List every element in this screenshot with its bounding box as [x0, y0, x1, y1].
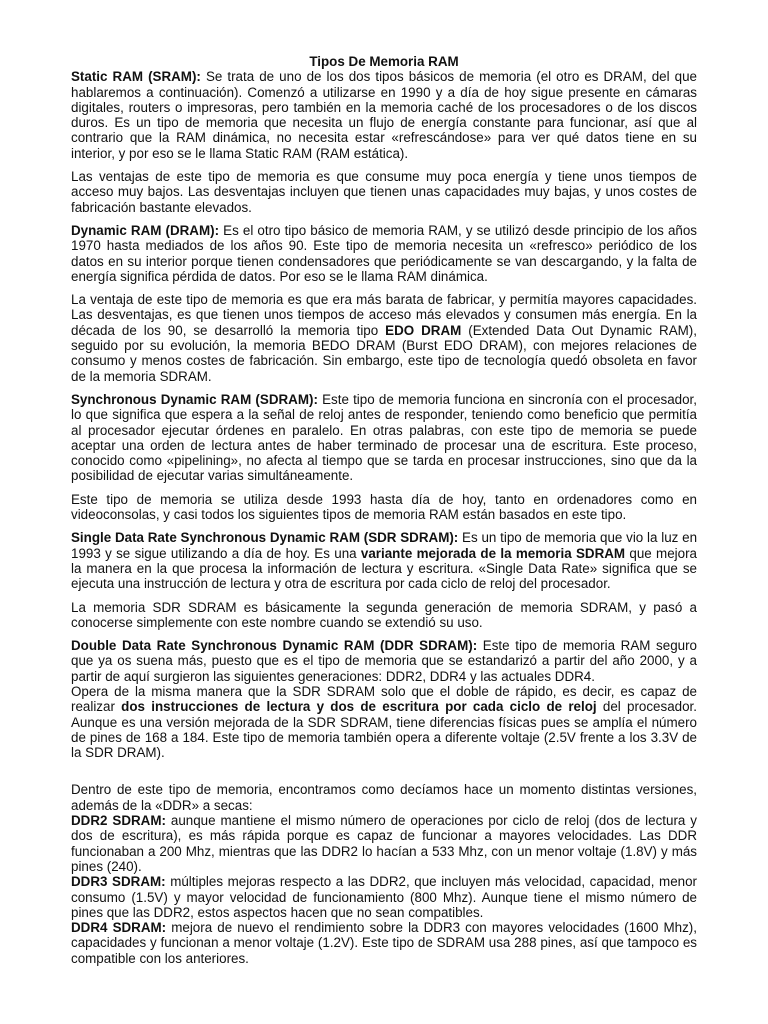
paragraph-ddr-versions [71, 782, 697, 813]
paragraph-sdr-generation [71, 600, 697, 631]
text-ddr3: múltiples mejoras respecto a las DDR2, que incluyen más velocidad, capacidad, menor consumo (1.5V) y mayor velocidad de funcionamiento (800 Mhz). Aunque tiene el mismo número de pines que las DDR2, estos aspectos hacen que no sean compatibles. [71, 874, 697, 920]
text-sram-pros-cons: Las ventajas de este tipo de memoria es que consume muy poca energía y tiene unos tiempos de acceso muy bajos. Las desventajas incluyen que tienen unas capacidades muy bajas, y unos costes de fabricación bastante elevados. [71, 169, 697, 215]
term-ddr-sdram: Double Data Rate Synchronous Dynamic RAM (DDR SDRAM): [71, 638, 478, 654]
term-dram: Dynamic RAM (DRAM): [71, 222, 220, 238]
text-ddr-sdram: Este tipo de memoria RAM seguro que ya os suena más, puesto que es el tipo de memoria que se estandarizó a partir del año 2000, y a partir de aquí surgieron las siguientes generaciones: DDR2, DDR4 y las actuales DDR4. [71, 638, 697, 684]
term-ddr4: DDR4 SDRAM: [71, 920, 167, 936]
term-sram: Static RAM (SRAM): [71, 69, 201, 85]
paragraph-sram [71, 69, 697, 161]
paragraph-sdram-usage [71, 492, 697, 523]
paragraph-ddr2 [71, 813, 697, 874]
text-sdram: Este tipo de memoria funciona en sincronía con el procesador, lo que significa que espera a la señal de reloj antes de responder, teniendo como beneficio que permitía al procesador ejecutar órdenes en paralelo. En otras palabras, con este tipo de memoria se puede aceptar una orden de lectura antes de haber terminado de procesar una de escritura. Este proceso, conocido como «pipelining», no afecta al tiempo que se tarda en procesar instrucciones, sino que da la posibilidad de ejecutar varias simultáneamente. [71, 391, 697, 484]
page-title: Tipos De Memoria RAM [309, 54, 459, 69]
text-sdr-generation: La memoria SDR SDRAM es básicamente la segunda generación de memoria SDRAM, y pasó a conocerse simplemente con este nombre cuando se extendió su uso. [71, 599, 697, 630]
text-ddr-versions: Dentro de este tipo de memoria, encontramos como decíamos hace un momento distintas versiones, además de la «DDR» a secas: [71, 782, 697, 813]
paragraph-ddr4 [71, 920, 697, 966]
paragraph-sram-pros-cons [71, 169, 697, 215]
text-sdr-post: que mejora la manera en la que procesa la información de lectura y escritura. «Single Data Rate» significa que se ejecuta una instrucción de lectura y otra de escritura por cada ciclo de reloj del procesador. [71, 545, 697, 592]
text-sram: Se trata de uno de los dos tipos básicos de memoria (el otro es DRAM, del que hablaremos a continuación). Comenzó a utilizarse en 1990 y a día de hoy sigue presente en cámaras digitales, routers o impresoras, pero también en la memoria caché de los procesadores o de los discos duros. Es un tipo de memoria que necesita un flujo de energía constante para funcionar, así que al contrario que la RAM dinámica, no necesita estar «refrescándose» para ver qué datos tiene en su interior, y por eso se le llama Static RAM (RAM estática). [71, 69, 697, 161]
paragraph-dram-pros-cons [71, 292, 697, 384]
text-ddr2: aunque mantiene el mismo número de operaciones por ciclo de reloj (dos de lectura y dos de escritura), es más rápida porque es capaz de funcionar a mayores velocidades. Las DDR funcionaban a 200 Mhz, mientras que las DDR2 lo hacían a 533 Mhz, con un menor voltaje (1.8V) y más pines (240). [71, 813, 697, 874]
term-variante-mejorada: variante mejorada de la memoria SDRAM [360, 545, 626, 561]
term-ddr2: DDR2 SDRAM: [71, 813, 166, 829]
text-ddr-post: del procesador. Aunque es una versión mejorada de la SDR SDRAM, tiene diferencias físicas pues se amplía el número de pines de 168 a 184. Este tipo de memoria también opera a diferente voltaje (2.5V frente a los 3.3V de la SDR DRAM). [71, 699, 697, 761]
paragraph-ddr-sdram [71, 638, 697, 684]
paragraph-ddr-operation [71, 684, 697, 760]
paragraph-sdr-sdram [71, 530, 697, 591]
term-edo-dram: EDO DRAM [385, 322, 462, 338]
text-ddr-pre: Opera de la misma manera que la SDR SDRAM solo que el doble de rápido, es decir, es capaz de realizar [71, 683, 697, 715]
paragraph-dram [71, 223, 697, 284]
text-dram: Es el otro tipo básico de memoria RAM, y se utilizó desde principio de los años 1970 hasta mediados de los años 90. Este tipo de memoria necesita un «refresco» periódico de los datos en su interior porque tienen condensadores que periódicamente se van descargando, y la falta de energía significa pérdida de datos. Por eso se le llama RAM dinámica. [71, 222, 697, 284]
text-sdram-usage: Este tipo de memoria se utiliza desde 1993 hasta día de hoy, tanto en ordenadores como en videoconsolas, y casi todos los siguientes tipos de memoria RAM están basados en este tipo. [71, 491, 697, 523]
paragraph-ddr3 [71, 874, 697, 920]
paragraph-sdram [71, 392, 697, 484]
term-ddr3: DDR3 SDRAM: [71, 874, 166, 890]
term-sdram: Synchronous Dynamic RAM (SDRAM): [71, 391, 318, 407]
term-dos-instrucciones: dos instrucciones de lectura y dos de escritura por cada ciclo de reloj [121, 699, 597, 715]
text-dram-post: (Extended Data Out Dynamic RAM), seguido por su evolución, la memoria BEDO DRAM (Burst EDO DRAM), con mejores relaciones de consumo y menos costes de fabricación. Sin embargo, este tipo de tecnología quedó obsoleta en favor de la memoria SDRAM. [71, 322, 697, 384]
text-ddr4: mejora de nuevo el rendimiento sobre la DDR3 con mayores velocidades (1600 Mhz), capacidades y funcionan a menor voltaje (1.2V). Este tipo de SDRAM usa 288 pines, así que tampoco es compatible con los anteriores. [71, 920, 697, 966]
text-sdr-pre: Es un tipo de memoria que vio la luz en 1993 y se sigue utilizando a día de hoy. Es una [71, 530, 698, 561]
term-sdr-sdram: Single Data Rate Synchronous Dynamic RAM (SDR SDRAM): [71, 530, 459, 546]
text-dram-pre: La ventaja de este tipo de memoria es que era más barata de fabricar, y permitía mayores capacidades. Las desventajas, es que tienen unos tiempos de acceso más elevados y consumen más energía. En la década de los 90, se desarrolló la memoria tipo [71, 292, 697, 338]
